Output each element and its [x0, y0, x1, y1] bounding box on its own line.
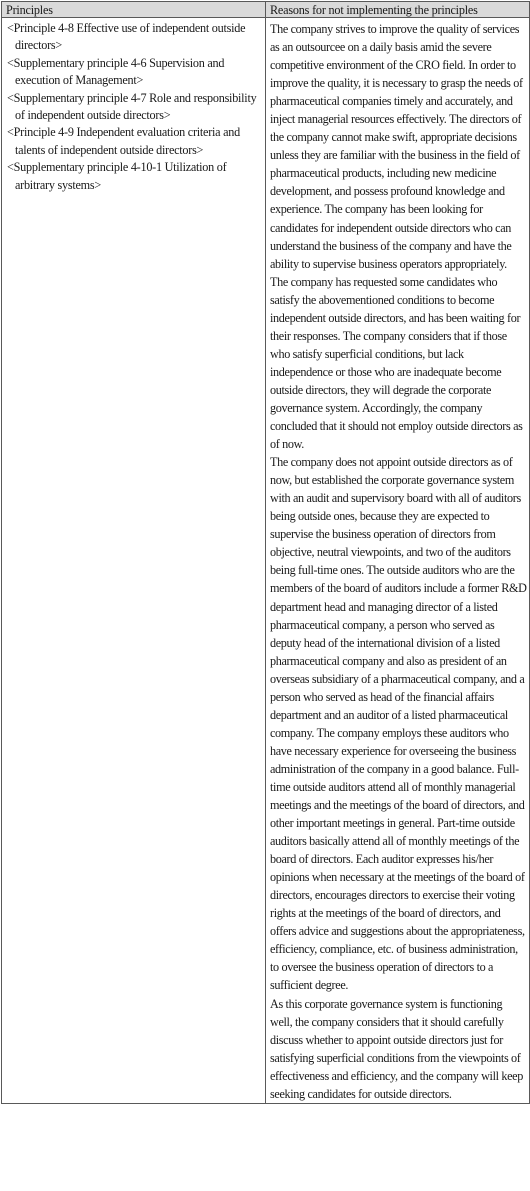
reason-paragraph-2: The company does not appoint outside directors as of now, but established the corporate governance system with an audit and supervisory board with all of auditors being outside ones, because they are expected to supervise the business operation of directors from objective, neutral viewpoints, and two of the auditors being full-time ones. The outside auditors who are the members of the board of auditors include a former R&D department head and managing director of a listed pharmaceutical company, a person who served as deputy head of the international division of a listed pharmaceutical company and also as president of an overseas subsidiary of a pharmaceutical company, and a person who served as head of the financial affairs department and an auditor of a listed pharmaceutical company. The company employs these auditors who have necessary experience for overseeing the business administration of the company in a good balance. Full-time outside auditors attend all of monthly managerial meetings and the meetings of the board of directors, and other important meetings in general. Part-time outside auditors basically attend all of monthly meetings of the board of directors. Each auditor expresses his/her opinions when necessary at the meetings of the board of directors, encourages directors to exercise their voting rights at the meetings of the board of directors, and offers advice and suggestions about the appropriateness, efficiency, compliance, etc. of business administration, to oversee the business operation of directors to a sufficient degree.: [270, 455, 527, 993]
reason-paragraph-1: The company strives to improve the quality of services as an outsourcee on a daily basis amid the severe competitive environment of the CRO field. In order to improve the quality, it is necessary to grasp the needs of pharmaceutical companies timely and accurately, and inject managerial resources effectively. The directors of the company cannot make swift, appropriate decisions unless they are familiar with the business in the field of pharmaceutical products, including new medicine development, and possess profound knowledge and experience. The company has been looking for candidates for independent outside directors who can understand the business of the company and have the ability to supervise business operators appropriately. The company has requested some candidates who satisfy the abovementioned conditions to become independent outside directors, and has been waiting for their responses. The company considers that if those who satisfy superficial conditions, but lack independence or those who are inadequate become outside directors, they will degrade the corporate governance system. Accordingly, the company concluded that it should not employ outside directors as of now.: [270, 22, 523, 452]
principle-item-4-7: <Supplementary principle 4-7 Role and responsibility of independent outside directors>: [7, 90, 257, 123]
reasons-cell: [266, 18, 530, 1104]
principle-item-4-9: <Principle 4-9 Independent evaluation criteria and talents of independent outside directors>: [7, 125, 240, 157]
principle-item-4-6: <Supplementary principle 4-6 Supervision and execution of Management>: [7, 55, 225, 88]
reasons-column-header: Reasons for not implementing the principles: [266, 2, 530, 18]
reason-paragraph-3: As this corporate governance system is functioning well, the company considers that it should carefully discuss whether to appoint outside directors just for satisfying superficial conditions from the viewpoints of effectiveness and efficiency, and the company will keep seeking candidates for outside directors.: [270, 996, 523, 1101]
principles-column-header: Principles: [2, 2, 266, 18]
governance-principles-table: [1, 1, 530, 1104]
principle-item-4-10-1: <Supplementary principle 4-10-1 Utilization of arbitrary systems>: [7, 160, 227, 192]
table-row: [2, 18, 530, 1104]
header-row: [2, 2, 530, 18]
principle-item-4-8: <Principle 4-8 Effective use of independent outside directors>: [7, 21, 246, 53]
principles-cell: [2, 18, 266, 1104]
